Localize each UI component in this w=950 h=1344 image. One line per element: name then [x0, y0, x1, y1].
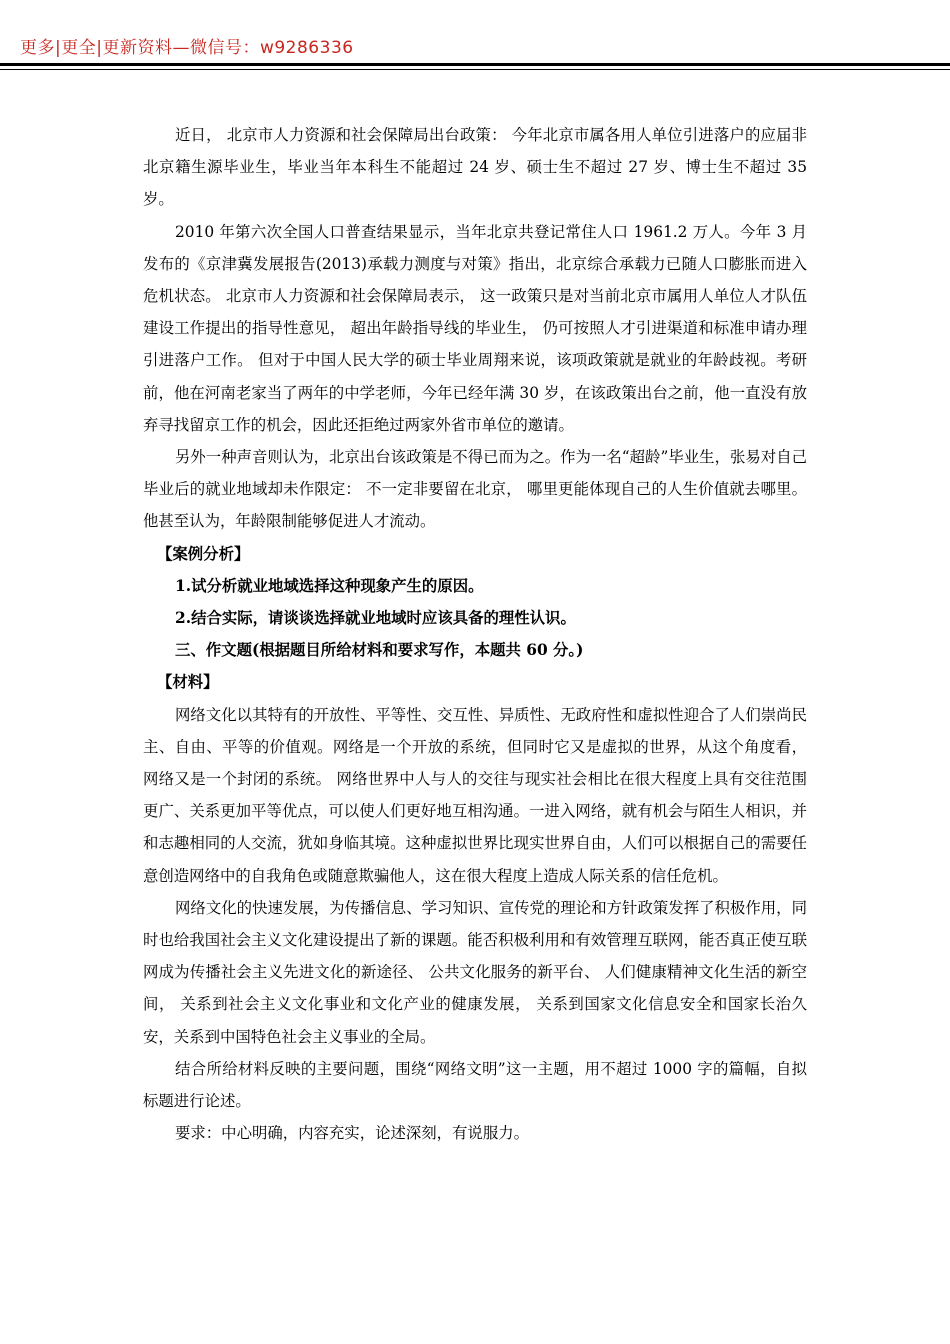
paragraph-other-view: 另外一种声音则认为，北京出台该政策是不得已而为之。作为一名“超龄”毕业生，张易对自己毕业后的就业地域却未作限定： 不一定非要留在北京， 哪里更能体现自己的人生价值就去哪里。他甚至认为，年龄限制能够促进人才流动。 — [143, 448, 807, 531]
section-3-heading: 三、作文题(根据题目所给材料和要求写作，本题共 60 分。) — [175, 641, 584, 660]
header-divider-thick — [0, 63, 950, 66]
material-instruction: 结合所给材料反映的主要问题，围绕“网络文明”这一主题，用不超过 1000 字的篇幅，自拟标题进行论述。 — [143, 1059, 807, 1111]
paragraph-policy: 近日， 北京市人力资源和社会保障局出台政策： 今年北京市属各用人单位引进落户的应届非北京籍生源毕业生，毕业当年本科生不能超过 24 岁、硕士生不超过 27 岁、博士生不超过 35 岁。 — [143, 126, 807, 209]
material-paragraph-1: 网络文化以其特有的开放性、平等性、交互性、异质性、无政府性和虚拟性迎合了人们崇尚民主、自由、平等的价值观。网络是一个开放的系统，但同时它又是虚拟的世界，从这个角度看， 网络又是一个封闭的系统。 网络世界中人与人的交往与现实社会相比在很大程度上具有交往范围更广、关系更加平等优点，可以使人们更好地互相沟通。一进入网络，就有机会与陌生人相识，并和志趣相同的人交流，犹如身临其境。这种虚拟世界比现实世界自由，人们可以根据自己的需要任意创造网络中的自我角色或随意欺骗他人，这在很大程度上造成人际关系的信任危机。 — [143, 705, 807, 885]
paragraph-census: 2010 年第六次全国人口普查结果显示，当年北京共登记常住人口 1961.2 万人。今年 3 月发布的《京津冀发展报告(2013)承载力测度与对策》指出，北京综合承载力已随人口膨胀而进入危机状态。 北京市人力资源和社会保障局表示， 这一政策只是对当前北京市属用人单位人才队伍建设工作提出的指导性意见， 超出年龄指导线的毕业生， 仍可按照人才引进渠道和标准申请办理引进落户工作。 但对于中国人民大学的硕士毕业周翔来说，该项政策就是就业的年龄歧视。考研前，他在河南老家当了两年的中学老师，今年已经年满 30 岁，在该政策出台之前，他一直没有放弃寻找留京工作的机会，因此还拒绝过两家外省市单位的邀请。 — [143, 222, 807, 434]
document-body — [143, 119, 807, 1150]
question-1: 1.试分析就业地域选择这种现象产生的原因。 — [175, 576, 484, 595]
case-analysis-heading: 【案例分析】 — [157, 544, 250, 563]
material-requirements: 要求：中心明确，内容充实，论述深刻，有说服力。 — [175, 1124, 529, 1143]
header-divider-thin — [0, 69, 950, 70]
material-heading: 【材料】 — [157, 673, 219, 692]
header-watermark-text: 更多|更全|更新资料—微信号：w9286336 — [20, 38, 354, 58]
material-paragraph-2: 网络文化的快速发展，为传播信息、学习知识、宣传党的理论和方针政策发挥了积极作用，同时也给我国社会主义文化建设提出了新的课题。能否积极利用和有效管理互联网，能否真正使互联网成为传播社会主义先进文化的新途径、 公共文化服务的新平台、 人们健康精神文化生活的新空间， 关系到社会主义文化事业和文化产业的健康发展， 关系到国家文化信息安全和国家长治久安，关系到中国特色社会主义事业的全局。 — [143, 898, 807, 1046]
question-2: 2.结合实际，请谈谈选择就业地域时应该具备的理性认识。 — [175, 609, 576, 628]
